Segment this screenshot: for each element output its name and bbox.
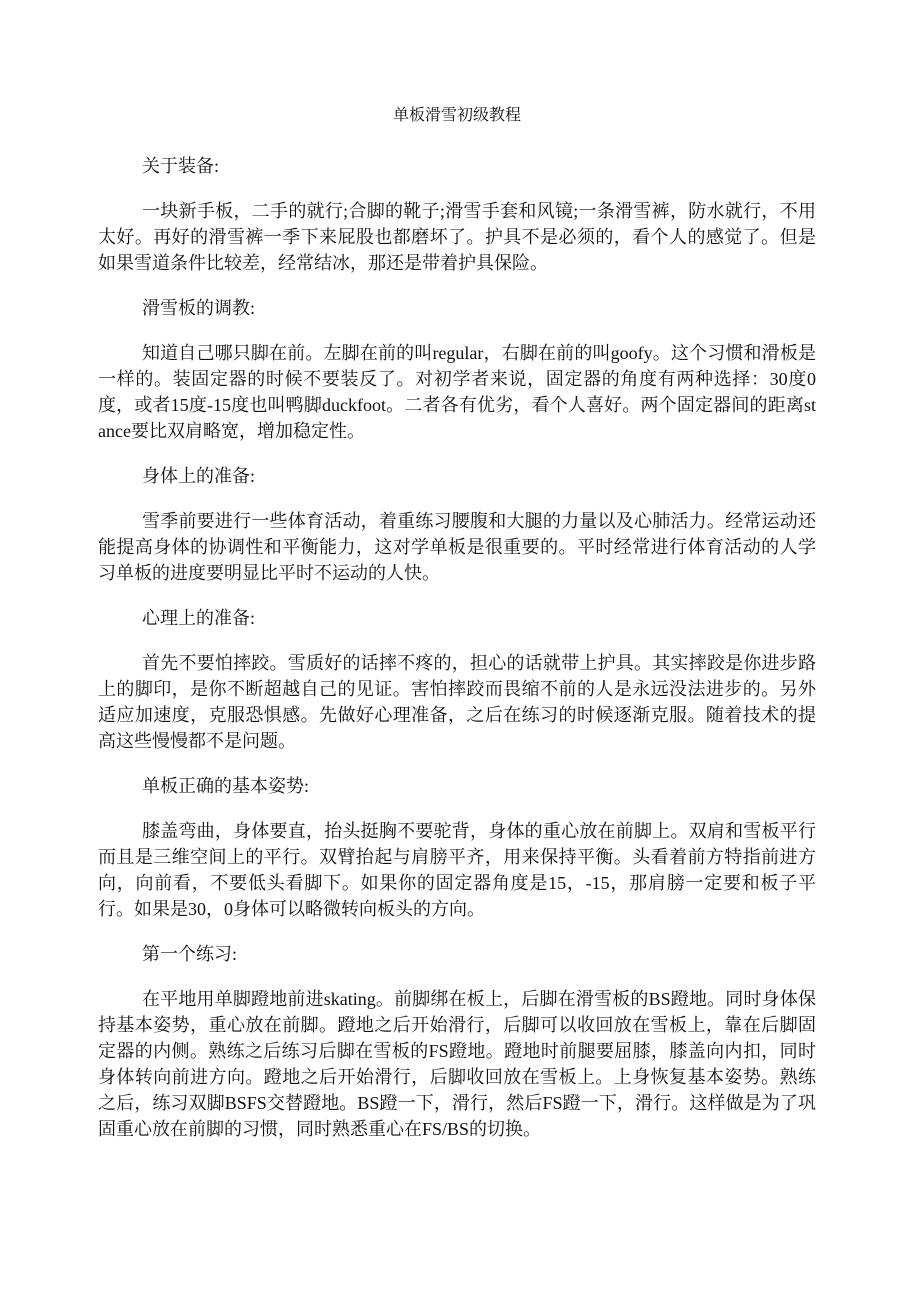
section-heading-equipment: 关于装备: [142,156,220,176]
section-heading-first-exercise: 第一个练习: [142,944,238,964]
section-paragraph-equipment: 一块新手板，二手的就行;合脚的靴子;滑雪手套和风镜;一条滑雪裤，防水就行，不用太好。再好的滑雪裤一季下来屁股也都磨坏了。护具不是必须的，看个人的感觉了。但是如果雪道条件比较差，经常结冰，那还是带着护具保险。 [98,201,816,273]
section-paragraph-first-exercise: 在平地用单脚蹬地前进skating。前脚绑在板上，后脚在滑雪板的BS蹬地。同时身体保持基本姿势，重心放在前脚。蹬地之后开始滑行，后脚可以收回放在雪板上，靠在后脚固定器的内侧。熟练之后练习后脚在雪板的FS蹬地。蹬地时前腿要屈膝，膝盖向内扣，同时身体转向前进方向。蹬地之后开始滑行，后脚收回放在雪板上。上身恢复基本姿势。熟练之后，练习双脚BSFS交替蹬地。BS蹬一下，滑行，然后FS蹬一下，滑行。这样做是为了巩固重心放在前脚的习惯，同时熟悉重心在FS/BS的切换。 [98,989,816,1139]
section-paragraph-mental-prep: 首先不要怕摔跤。雪质好的话摔不疼的，担心的话就带上护具。其实摔跤是你进步路上的脚印，是你不断超越自己的见证。害怕摔跤而畏缩不前的人是永远没法进步的。另外适应加速度，克服恐惧感。先做好心理准备，之后在练习的时候逐渐克服。随着技术的提高这些慢慢都不是问题。 [98,653,816,751]
document-title: 单板滑雪初级教程 [392,107,521,124]
section-heading-board-setup: 滑雪板的调教: [142,298,256,318]
section-heading-physical-prep: 身体上的准备: [142,466,256,486]
section-paragraph-physical-prep: 雪季前要进行一些体育活动，着重练习腰腹和大腿的力量以及心肺活力。经常运动还能提高身体的协调性和平衡能力，这对学单板是很重要的。平时经常进行体育活动的人学习单板的进度要明显比平时不运动的人快。 [98,511,816,583]
section-paragraph-basic-stance: 膝盖弯曲，身体要直，抬头挺胸不要驼背，身体的重心放在前脚上。双肩和雪板平行而且是三维空间上的平行。双臂抬起与肩膀平齐，用来保持平衡。头看着前方特指前进方向，向前看，不要低头看脚下。如果你的固定器角度是15，-15，那肩膀一定要和板子平行。如果是30，0身体可以略微转向板头的方向。 [98,821,816,919]
section-paragraph-board-setup: 知道自己哪只脚在前。左脚在前的叫regular，右脚在前的叫goofy。这个习惯和滑板是一样的。装固定器的时候不要装反了。对初学者来说，固定器的角度有两种选择：30度0度，或者15度-15度也叫鸭脚duckfoot。二者各有优劣，看个人喜好。两个固定器间的距离stance要比双肩略宽，增加稳定性。 [98,343,816,441]
section-heading-mental-prep: 心理上的准备: [142,608,256,628]
section-heading-basic-stance: 单板正确的基本姿势: [142,776,310,796]
